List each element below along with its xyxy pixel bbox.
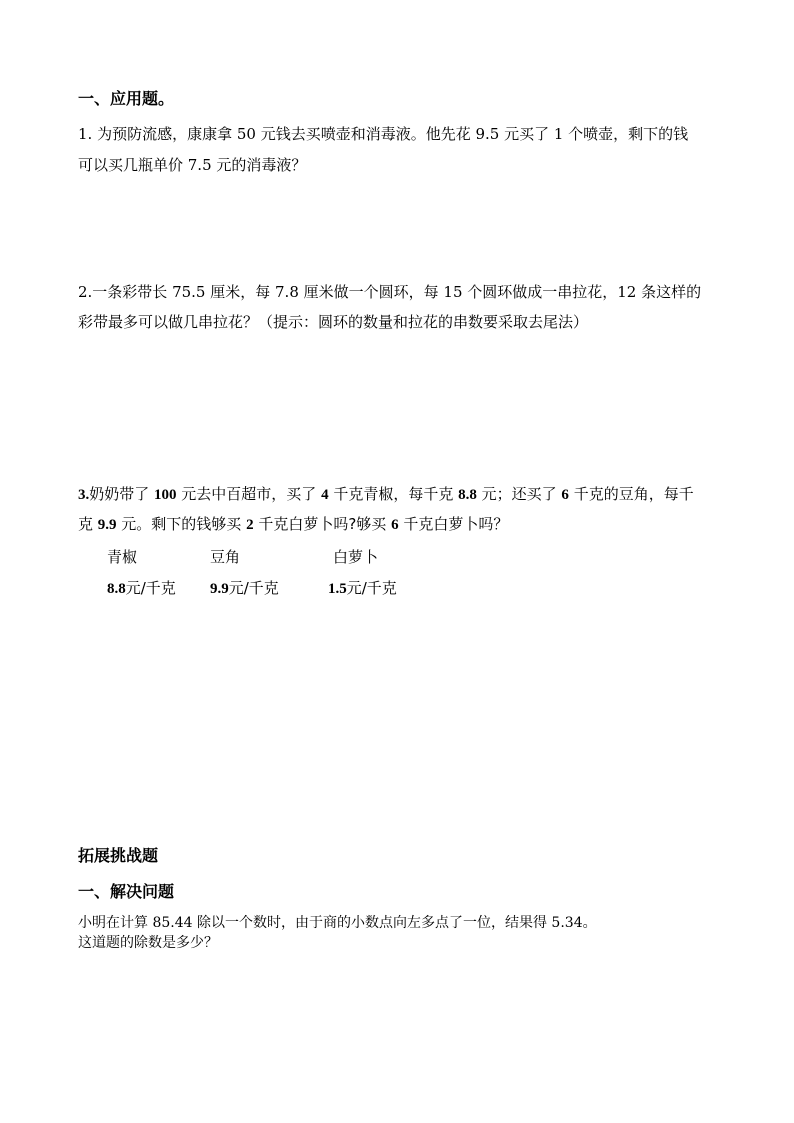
item-price-green-pepper: 8.8元/千克: [107, 579, 176, 597]
extension-heading: 一、解决问题: [78, 882, 175, 901]
question-2-line-2: 彩带最多可以做几串拉花？（提示：圆环的数量和拉花的串数要采取去尾法）: [78, 313, 589, 331]
item-name-white-radish: 白萝卜: [333, 548, 379, 566]
extension-question-line-1: 小明在计算 85.44 除以一个数时，由于商的小数点向左多点了一位，结果得 5.34。: [78, 915, 597, 931]
item-price-white-radish: 1.5元/千克: [328, 579, 397, 597]
extension-question-line-2: 这道题的除数是多少？: [78, 935, 218, 951]
question-3-line-1: 3.奶奶带了 100 元去中百超市，买了 4 千克青椒，每千克 8.8 元；还买了 6 千克的豆角，每千: [78, 485, 694, 503]
section-heading-applied: 一、应用题。: [78, 89, 175, 108]
item-price-green-beans: 9.9元/千克: [210, 579, 279, 597]
item-name-green-beans: 豆角: [210, 548, 241, 566]
item-name-green-pepper: 青椒: [107, 548, 138, 566]
question-1-line-2: 可以买几瓶单价 7.5 元的消毒液？: [78, 156, 307, 174]
extension-title: 拓展挑战题: [78, 846, 159, 865]
question-3-line-2: 克 9.9 元。剩下的钱够买 2 千克白萝卜吗?够买 6 千克白萝卜吗？: [78, 515, 509, 533]
question-2-line-1: 2.一条彩带长 75.5 厘米，每 7.8 厘米做一个圆环，每 15 个圆环做成一串拉花，12 条这样的: [78, 283, 702, 301]
question-1-line-1: 1. 为预防流感，康康拿 50 元钱去买喷壶和消毒液。他先花 9.5 元买了 1 个喷壶，剩下的钱: [78, 125, 689, 143]
